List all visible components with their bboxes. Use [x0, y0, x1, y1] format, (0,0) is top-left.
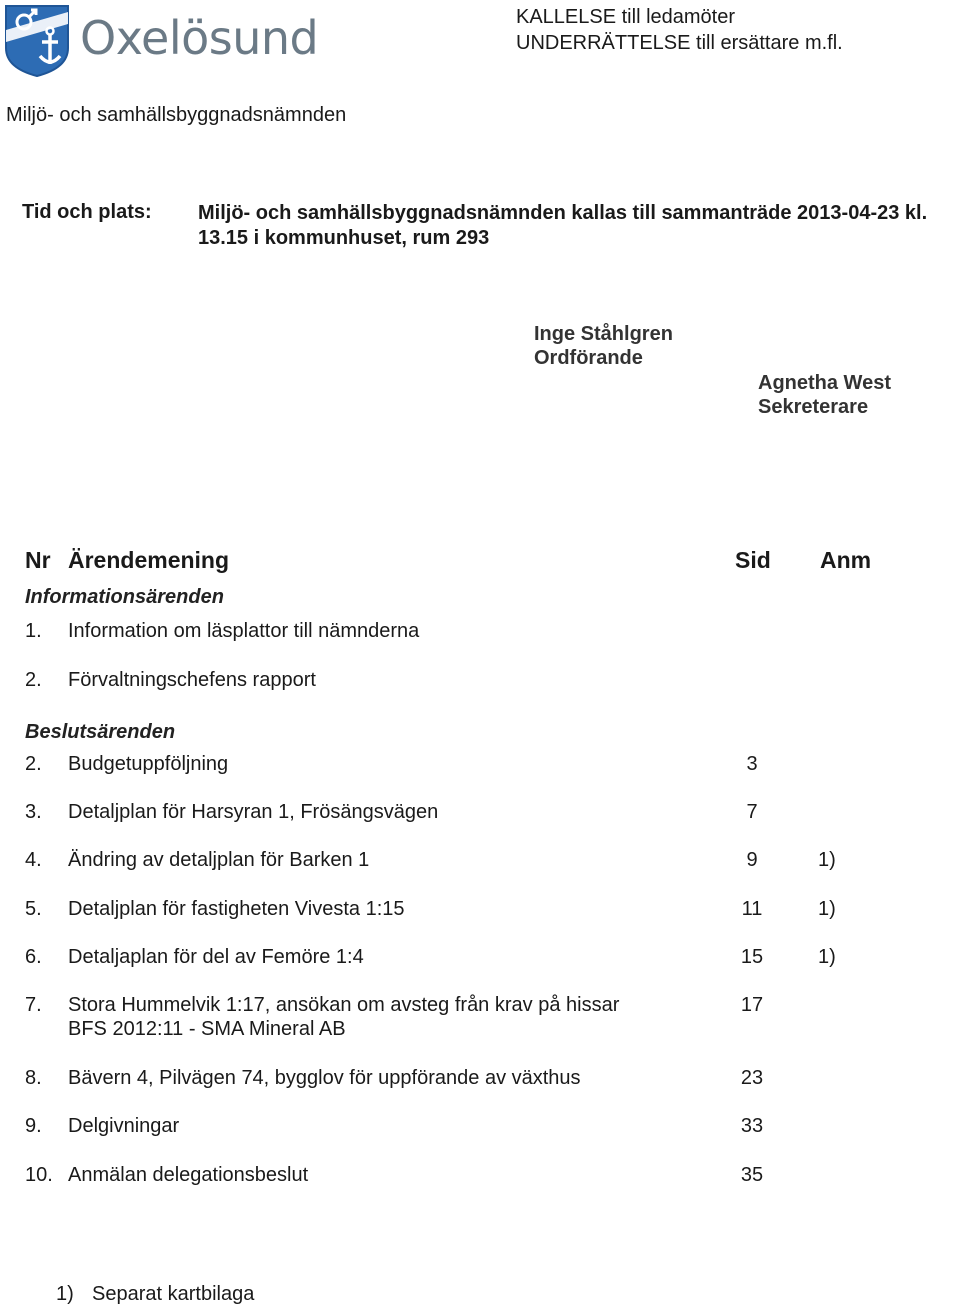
footnote-mark: 1) — [56, 1283, 74, 1305]
municipality-logo — [4, 4, 344, 78]
item-page: 9 — [746, 849, 758, 871]
section-heading-information: Informationsärenden — [25, 586, 224, 608]
column-header-title: Ärendemening — [68, 547, 230, 573]
item-number: 8. — [25, 1067, 42, 1089]
item-page: 7 — [746, 801, 758, 823]
committee-name: Miljö- och samhällsbyggnadsnämnden — [6, 104, 347, 126]
item-title: Bävern 4, Pilvägen 74, bygglov för uppförande av växthus — [68, 1067, 581, 1089]
item-title — [68, 993, 708, 1041]
time-place-label: Tid och plats: — [22, 201, 152, 223]
item-title: Detaljaplan för del av Femöre 1:4 — [68, 946, 364, 968]
item-note: 1) — [818, 898, 836, 920]
item-page: 3 — [746, 753, 758, 775]
chair-role: Ordförande — [534, 347, 643, 369]
item-note: 1) — [818, 849, 836, 871]
secretary-role: Sekreterare — [758, 396, 869, 418]
column-header-page: Sid — [735, 547, 771, 573]
notice-line-substitutes: UNDERRÄTTELSE till ersättare m.fl. — [516, 32, 843, 54]
section-heading-decisions: Beslutsärenden — [25, 721, 176, 743]
coat-of-arms-icon — [4, 4, 74, 78]
time-place-text: Miljö- och samhällsbyggnadsnämnden kallas till sammanträde 2013-04-23 kl. 13.15 i kommunhuset, rum 293 — [198, 202, 928, 249]
chair-signature — [534, 322, 673, 370]
item-number: 4. — [25, 849, 42, 871]
item-title: Anmälan delegationsbeslut — [68, 1164, 309, 1186]
item-page: 17 — [740, 994, 764, 1016]
chair-name: Inge Ståhlgren — [534, 323, 673, 345]
item-page: 23 — [740, 1067, 764, 1089]
item-title: Detaljplan för fastigheten Vivesta 1:15 — [68, 898, 405, 920]
item-title-line2: BFS 2012:11 - SMA Mineral AB — [68, 1018, 346, 1040]
item-page: 35 — [740, 1164, 764, 1186]
item-number: 2. — [25, 753, 42, 775]
item-title: Förvaltningschefens rapport — [68, 669, 316, 691]
item-number: 1. — [25, 620, 42, 642]
item-number: 7. — [25, 994, 42, 1016]
notice-heading — [516, 4, 843, 56]
logo-wordmark: Oxelösund — [80, 11, 319, 65]
column-header-note: Anm — [820, 547, 872, 573]
item-title: Information om läsplattor till nämnderna — [68, 620, 420, 642]
secretary-signature — [758, 371, 891, 419]
item-title: Detaljplan för Harsyran 1, Frösängsvägen — [68, 801, 439, 823]
item-number: 2. — [25, 669, 42, 691]
item-number: 5. — [25, 898, 42, 920]
footnote — [56, 1283, 254, 1306]
column-header-nr: Nr — [25, 547, 51, 573]
item-number: 9. — [25, 1115, 42, 1137]
item-title: Delgivningar — [68, 1115, 180, 1137]
item-number: 10. — [25, 1164, 53, 1186]
footnote-text: Separat kartbilaga — [92, 1283, 255, 1305]
item-number: 3. — [25, 801, 42, 823]
item-note: 1) — [818, 946, 836, 968]
item-page: 11 — [741, 898, 763, 920]
item-title: Ändring av detaljplan för Barken 1 — [68, 849, 370, 871]
item-page: 33 — [740, 1115, 764, 1137]
notice-line-members: KALLELSE till ledamöter — [516, 6, 736, 28]
item-page: 15 — [740, 946, 764, 968]
item-title-line1: Stora Hummelvik 1:17, ansökan om avsteg från krav på hissar — [68, 994, 620, 1016]
secretary-name: Agnetha West — [758, 372, 891, 394]
item-title: Budgetuppföljning — [68, 753, 229, 775]
item-number: 6. — [25, 946, 42, 968]
